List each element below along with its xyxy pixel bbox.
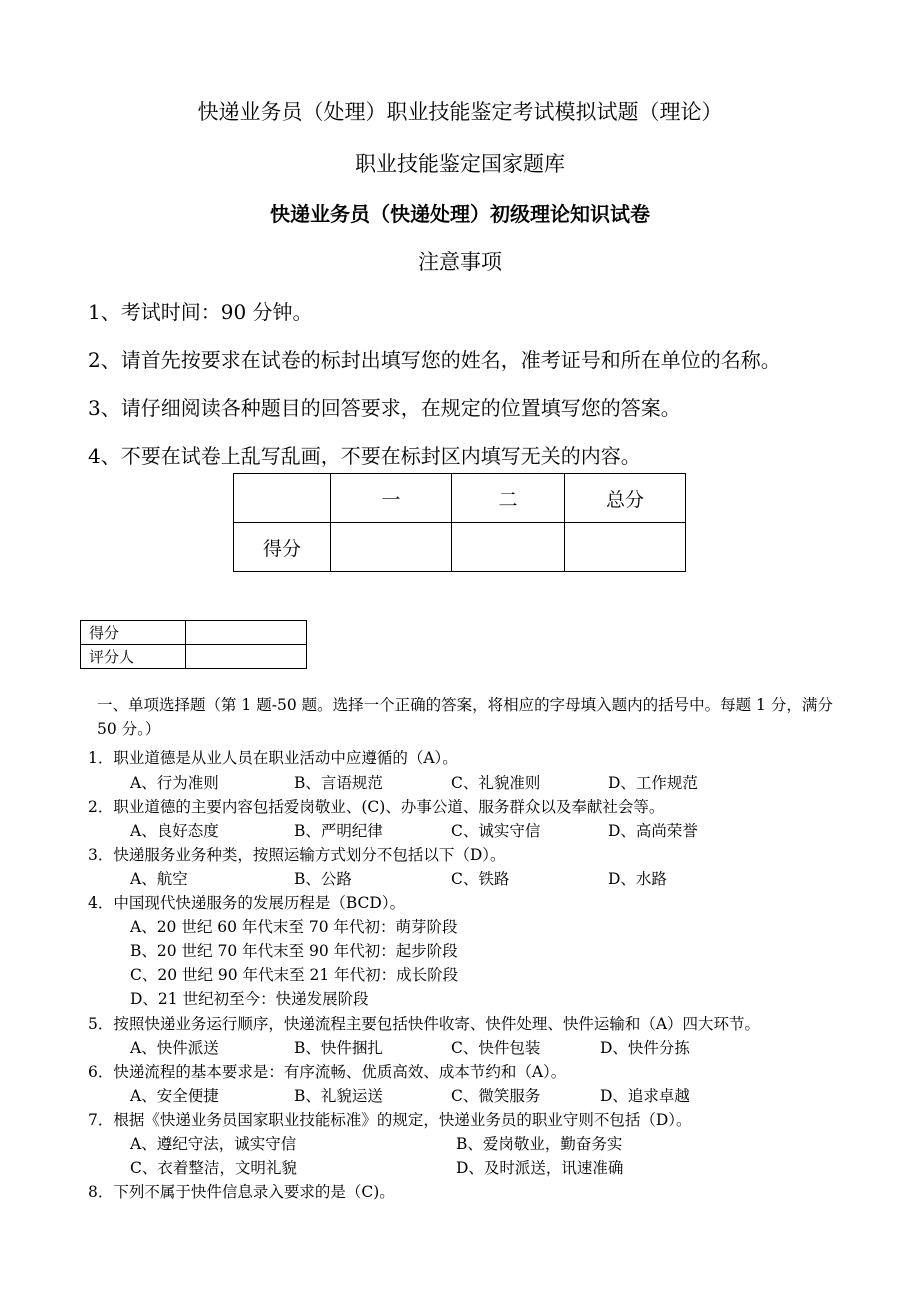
question-option: A、快件派送 (130, 1039, 219, 1057)
score-table-header-section2: 二 (452, 474, 565, 523)
section-instructions: 一、单项选择题（第 1 题-50 题。选择一个正确的答案，将相应的字母填入题内的括号中。每题 1 分，满分 50 分。） (97, 696, 833, 738)
paper-title: 快递业务员（快递处理）初级理论知识试卷 (270, 202, 650, 226)
question-option: B、严明纪律 (294, 822, 383, 840)
question-option: C、微笑服务 (451, 1087, 541, 1105)
grader-name-label: 评分人 (81, 645, 186, 669)
question-option: D、快件分拣 (600, 1039, 690, 1057)
question-option: B、快件捆扎 (294, 1039, 383, 1057)
question-option: C、20 世纪 90 年代末至 21 年代初：成长阶段 (130, 966, 459, 984)
score-summary-table (233, 473, 686, 572)
question-option: D、高尚荣誉 (608, 822, 698, 840)
question-option: C、诚实守信 (451, 822, 541, 840)
question-option: B、言语规范 (294, 774, 383, 792)
question-option: C、铁路 (451, 870, 510, 888)
score-cell-total[interactable] (565, 523, 686, 572)
question-option: A、安全便捷 (130, 1087, 219, 1105)
notice-item: 3、请仔细阅读各种题目的回答要求，在规定的位置填写您的答案。 (88, 396, 681, 420)
question-option: C、快件包装 (451, 1039, 541, 1057)
question-option: D、水路 (608, 870, 667, 888)
question-stem: 7．根据《快递业务员国家职业技能标准》的规定，快递业务员的职业守则不包括（D）。 (88, 1111, 692, 1129)
question-option: A、航空 (130, 870, 188, 888)
question-option: A、良好态度 (130, 822, 219, 840)
score-table-corner-cell (234, 474, 331, 523)
question-option: B、爱岗敬业，勤奋务实 (456, 1135, 623, 1153)
question-stem: 8．下列不属于快件信息录入要求的是（C)。 (88, 1183, 395, 1201)
score-table-header-row (234, 474, 686, 523)
notice-item: 2、请首先按要求在试卷的标封出填写您的姓名，准考证号和所在单位的名称。 (88, 348, 781, 372)
question-option: D、及时派送，讯速准确 (456, 1159, 624, 1177)
question-stem: 4．中国现代快递服务的发展历程是（BCD）。 (88, 894, 406, 912)
question-stem: 6．快递流程的基本要求是：有序流畅、优质高效、成本节约和（A）。 (88, 1063, 567, 1081)
question-option: B、20 世纪 70 年代末至 90 年代初：起步阶段 (130, 942, 458, 960)
question-option: A、行为准则 (130, 774, 219, 792)
question-option: A、20 世纪 60 年代末至 70 年代初：萌芽阶段 (130, 918, 458, 936)
question-stem: 3．快递服务业务种类，按照运输方式划分不包括以下（D）。 (88, 846, 506, 864)
grader-score-cell[interactable] (186, 621, 307, 645)
notice-heading: 注意事项 (418, 250, 502, 274)
notice-item: 1、考试时间：90 分钟。 (88, 300, 313, 324)
grader-score-row (81, 621, 307, 645)
score-table-row-label: 得分 (234, 523, 331, 572)
question-option: D、追求卓越 (600, 1087, 690, 1105)
question-option: B、礼貌运送 (294, 1087, 383, 1105)
score-cell-section1[interactable] (331, 523, 452, 572)
question-option: C、衣着整洁，文明礼貌 (130, 1159, 297, 1177)
score-cell-section2[interactable] (452, 523, 565, 572)
notice-item: 4、不要在试卷上乱写乱画，不要在标封区内填写无关的内容。 (88, 444, 641, 468)
question-option: D、工作规范 (608, 774, 698, 792)
grader-table (80, 620, 307, 669)
score-table-header-section1: 一 (331, 474, 452, 523)
question-option: D、21 世纪初至今：快递发展阶段 (130, 990, 369, 1008)
question-bank-title: 职业技能鉴定国家题库 (355, 152, 565, 176)
document-title: 快递业务员（处理）职业技能鉴定考试模拟试题（理论） (197, 100, 723, 124)
question-option: C、礼貌准则 (451, 774, 541, 792)
grader-score-label: 得分 (81, 621, 186, 645)
grader-name-cell[interactable] (186, 645, 307, 669)
score-table-score-row (234, 523, 686, 572)
grader-name-row (81, 645, 307, 669)
score-table-header-total: 总分 (565, 474, 686, 523)
question-stem: 1．职业道德是从业人员在职业活动中应遵循的（A）。 (88, 749, 458, 767)
question-stem: 5．按照快递业务运行顺序，快递流程主要包括快件收寄、快件处理、快件运输和（A）四大环节。 (88, 1015, 761, 1033)
question-option: B、公路 (294, 870, 352, 888)
question-stem: 2．职业道德的主要内容包括爱岗敬业、(C)、办事公道、服务群众以及奉献社会等。 (88, 798, 665, 816)
question-option: A、遵纪守法，诚实守信 (130, 1135, 297, 1153)
